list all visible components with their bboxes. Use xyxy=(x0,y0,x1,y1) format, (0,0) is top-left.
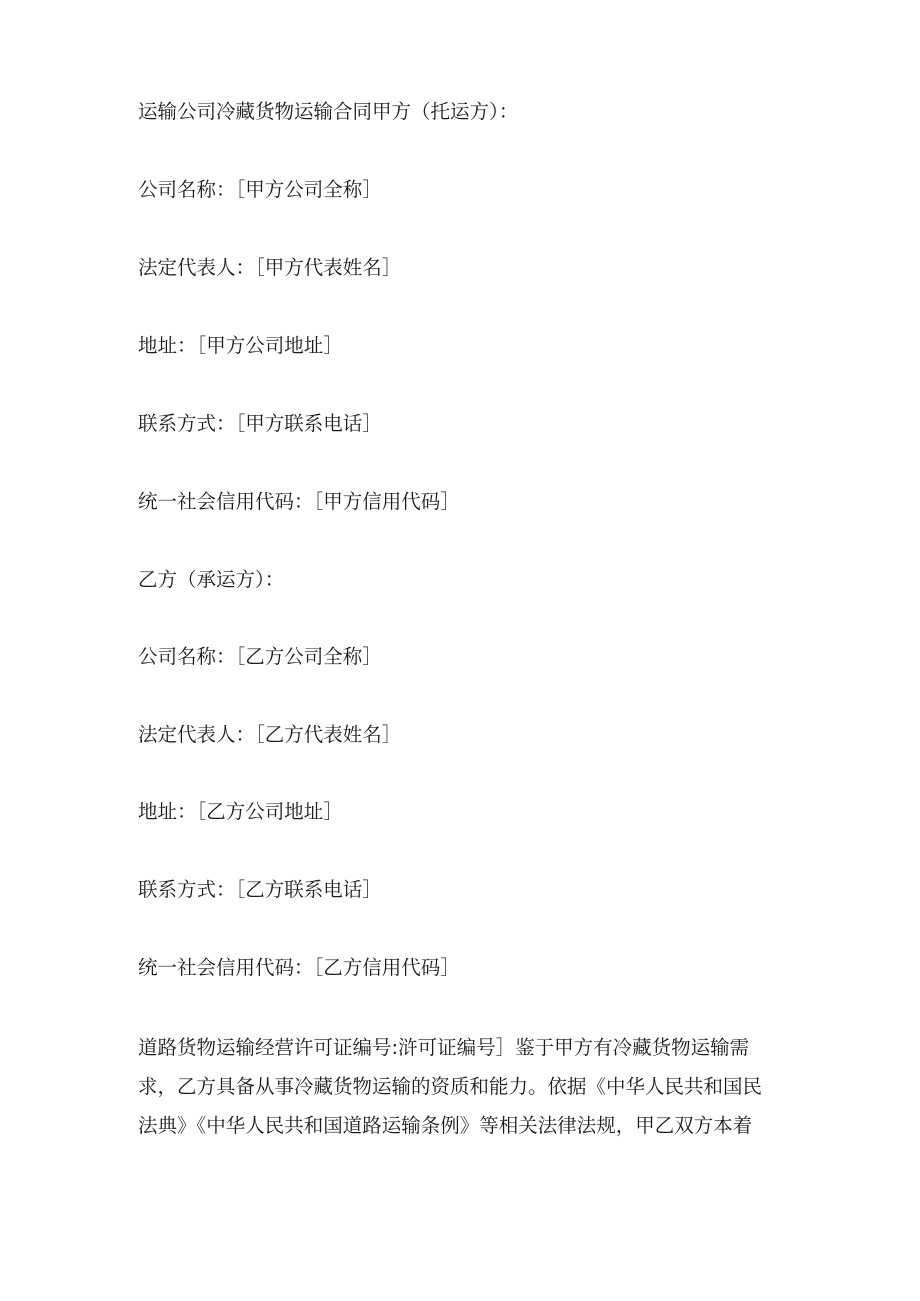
party-b-legal-rep: 法定代表人：［乙方代表姓名］ xyxy=(138,723,402,746)
party-b-address: 地址：［乙方公司地址］ xyxy=(138,800,343,823)
party-b-heading: 乙方（承运方）： xyxy=(138,568,285,591)
contract-title-line: 运输公司冷藏货物运输合同甲方（托运方）： xyxy=(138,100,519,123)
preamble-line: 法典》《中华人民共和国道路运输条例》等相关法律法规，甲乙双方本着 xyxy=(138,1114,753,1137)
party-a-contact: 联系方式：［甲方联系电话］ xyxy=(138,412,382,435)
party-a-address: 地址：［甲方公司地址］ xyxy=(138,334,343,357)
party-b-credit-code: 统一社会信用代码：［乙方信用代码］ xyxy=(138,956,460,979)
preamble-line: 道路货物运输经营许可证编号:浒可证编号］鉴于甲方有冷藏货物运输需 xyxy=(138,1036,750,1059)
party-a-legal-rep: 法定代表人：［甲方代表姓名］ xyxy=(138,256,402,279)
party-a-credit-code: 统一社会信用代码：［甲方信用代码］ xyxy=(138,490,460,513)
preamble-line: 求，乙方具备从事冷藏货物运输的资质和能力。依据《中华人民共和国民 xyxy=(138,1075,763,1098)
preamble-paragraph xyxy=(138,1028,788,1145)
party-b-company-name: 公司名称：［乙方公司全称］ xyxy=(138,645,382,668)
party-b-contact: 联系方式：［乙方联系电话］ xyxy=(138,878,382,901)
party-a-company-name: 公司名称：［甲方公司全称］ xyxy=(138,178,382,201)
